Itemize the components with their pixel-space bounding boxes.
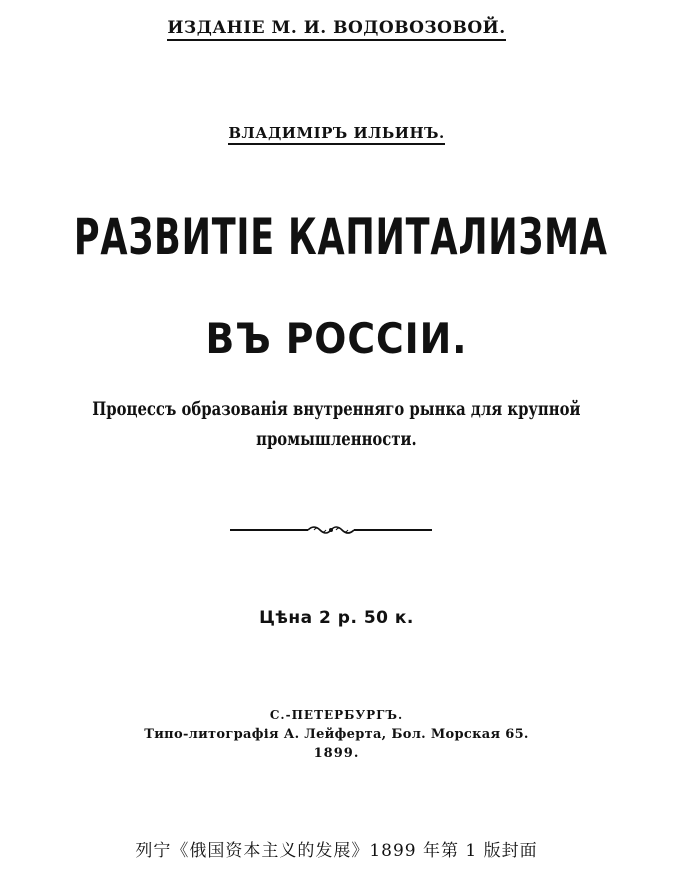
price-label: Цѣна 2 р. 50 к. bbox=[259, 608, 414, 628]
publisher-line bbox=[0, 18, 673, 38]
author-name: ВЛАДИМІРЪ ИЛЬИНЪ. bbox=[228, 124, 444, 145]
city-line: С.-ПЕТЕРБУРГЪ. bbox=[269, 708, 404, 722]
publisher-text: ИЗДАНІЕ М. И. ВОДОВОЗОВОЙ. bbox=[167, 18, 505, 41]
decorative-rule-ornament-icon bbox=[228, 520, 434, 540]
book-title: РАЗВИТІЕ КАПИТАЛИЗМА bbox=[73, 208, 608, 266]
author-line bbox=[0, 124, 673, 142]
figure-caption: 列宁《俄国资本主义的发展》1899 年第 1 版封面 bbox=[135, 841, 538, 861]
year-line: 1899. bbox=[313, 746, 360, 761]
subtitle-line-2: промышленности. bbox=[256, 428, 417, 450]
book-title-line2: ВЪ РОССІИ. bbox=[205, 314, 468, 363]
printer-line: Типо-литографія А. Лейферта, Бол. Морская 65. bbox=[144, 727, 529, 742]
subtitle-line-1: Процессъ образованія внутренняго рынка для крупной bbox=[92, 398, 581, 420]
